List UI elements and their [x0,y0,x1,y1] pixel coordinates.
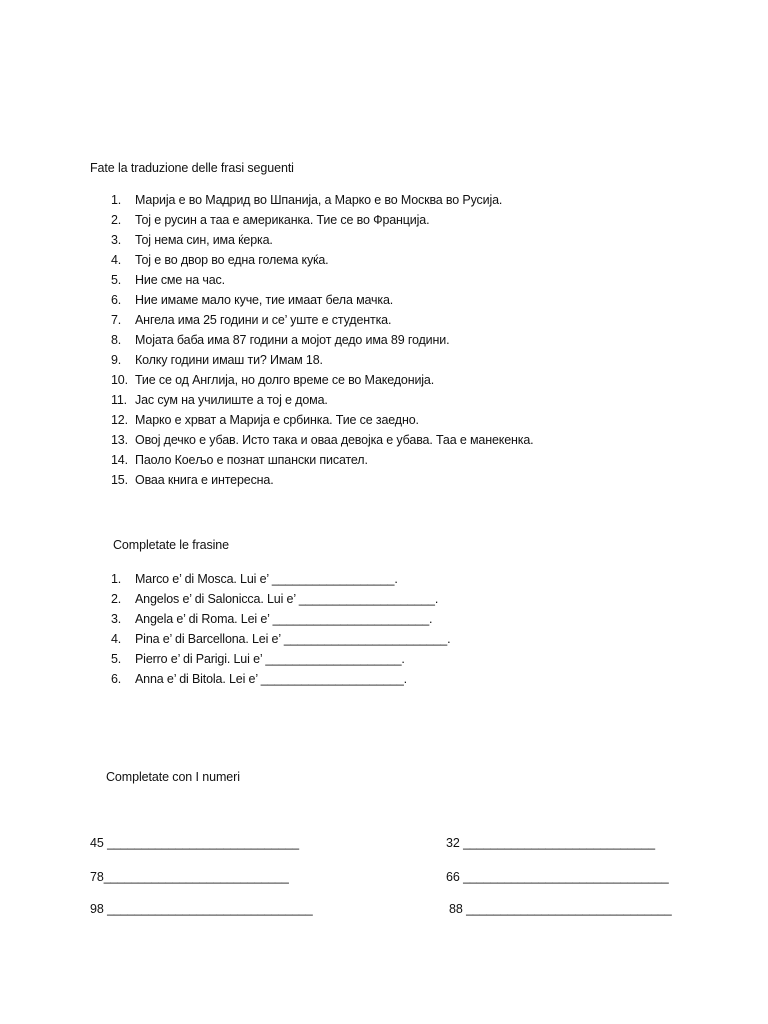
item-number: 13. [111,433,128,447]
item-text: Pierro e’ di Parigi. Lui e’ ____________________. [135,652,405,666]
item-text: Angela e’ di Roma. Lei e’ _______________________. [135,612,433,626]
item-text: Тој нема син, има ќерка. [135,233,273,247]
item-number: 14. [111,453,128,467]
list-item [103,432,534,452]
list-item [103,332,534,352]
item-number: 2. [111,213,122,227]
list-item [103,292,534,312]
item-text: Marco e’ di Mosca. Lui e’ __________________. [135,572,398,586]
item-number: 12. [111,413,128,427]
list-item [103,352,534,372]
list-item [103,272,534,292]
item-number: 5. [111,273,122,287]
list-item [103,192,534,212]
item-text: Angelos e’ di Salonicca. Lui e’ ____________________. [135,592,439,606]
list-item [103,392,534,412]
item-number: 4. [111,632,122,646]
item-number: 9. [111,353,122,367]
item-number: 15. [111,473,128,487]
item-text: Колку години имаш ти? Имам 18. [135,353,323,367]
item-text: Овој дечко е убав. Исто така и оваа девојка е убава. Таа е манекенка. [135,433,534,447]
list-item [103,232,534,252]
completion-sentence-list [103,571,450,691]
item-number: 8. [111,333,122,347]
number-blank-88: 88 ______________________________ [449,902,672,916]
item-text: Паоло Коељо е познат шпански писател. [135,453,368,467]
item-number: 6. [111,293,122,307]
item-text: Anna e’ di Bitola. Lei e’ _____________________. [135,672,407,686]
numbers-exercise-heading: Completate con I numeri [106,770,240,784]
list-item [103,651,450,671]
item-text: Ние имаме мало куче, тие имаат бела мачка. [135,293,394,307]
list-item [103,372,534,392]
item-text: Марија е во Мадрид во Шпанија, а Марко е во Москва во Русија. [135,193,503,207]
item-text: Марко е хрват а Марија е србинка. Тие се заедно. [135,413,419,427]
item-text: Ние сме на час. [135,273,225,287]
item-number: 10. [111,373,128,387]
item-text: Оваа книга е интересна. [135,473,274,487]
item-number: 1. [111,193,122,207]
item-number: 6. [111,672,122,686]
list-item [103,212,534,232]
item-number: 7. [111,313,122,327]
number-blank-45: 45 ____________________________ [90,836,299,850]
item-number: 1. [111,572,122,586]
item-text: Ангела има 25 години и се’ уште е студентка. [135,313,392,327]
list-item [103,671,450,691]
item-number: 4. [111,253,122,267]
item-number: 2. [111,592,122,606]
item-text: Тој е во двор во една голема куќа. [135,253,329,267]
list-item [103,631,450,651]
translation-sentence-list [103,192,534,492]
translation-exercise-heading: Fate la traduzione delle frasi seguenti [90,161,294,175]
item-text: Мојата баба има 87 години а мојот дедо има 89 години. [135,333,450,347]
list-item [103,412,534,432]
item-number: 5. [111,652,122,666]
item-number: 3. [111,233,122,247]
completion-exercise-heading: Completate le frasine [113,538,230,552]
number-blank-32: 32 ____________________________ [446,836,655,850]
list-item [103,312,534,332]
list-item [103,611,450,631]
number-blank-78: 78___________________________ [90,870,289,884]
number-blank-98: 98 ______________________________ [90,902,313,916]
item-number: 3. [111,612,122,626]
item-number: 11. [111,393,127,407]
list-item [103,252,534,272]
item-text: Тие се од Англија, но долго време се во Македонија. [135,373,435,387]
item-text: Pina e’ di Barcellona. Lei e’ ________________________. [135,632,451,646]
item-text: Тој е русин а таа е американка. Тие се во Франција. [135,213,430,227]
number-blank-66: 66 ______________________________ [446,870,669,884]
list-item [103,452,534,472]
list-item [103,571,450,591]
item-text: Јас сум на училиште а тој е дома. [135,393,328,407]
list-item [103,472,534,492]
list-item [103,591,450,611]
